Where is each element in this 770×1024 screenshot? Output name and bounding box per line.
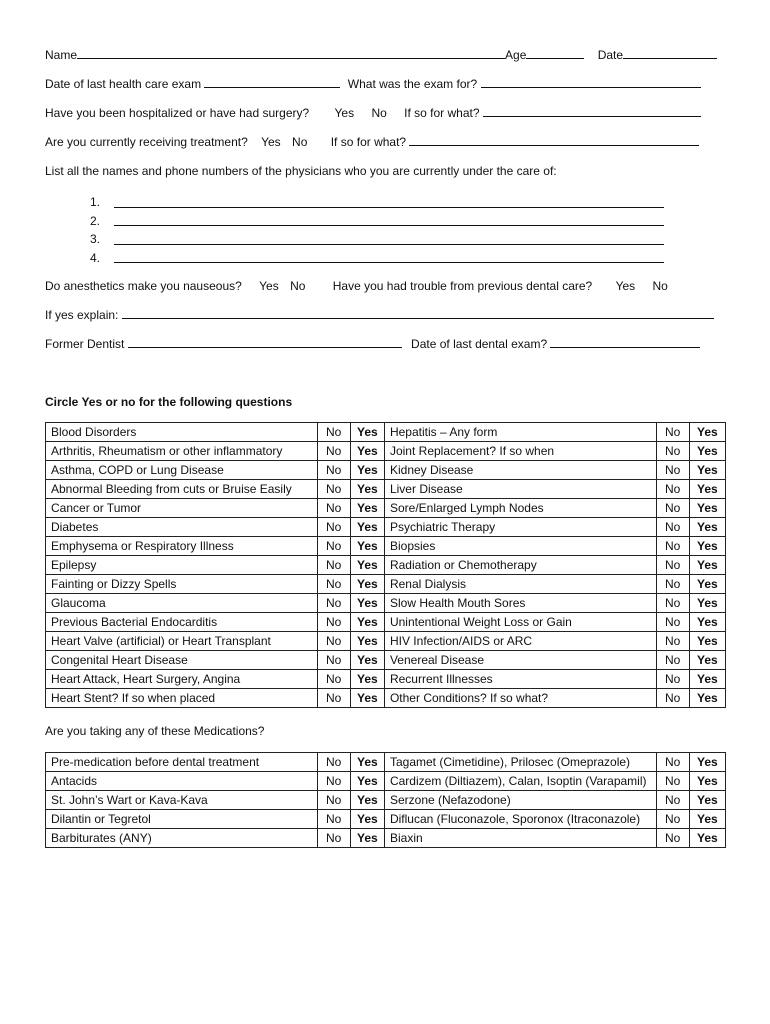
treatment-question: Are you currently receiving treatment? [45,135,248,149]
treatment-follow-label: If so for what? [330,135,407,149]
table-row [46,461,726,480]
table-row [46,442,726,461]
no-option[interactable]: No [317,632,350,651]
no-option[interactable]: No [656,594,689,613]
yes-option[interactable]: Yes [350,810,384,829]
last-dental-exam-field[interactable] [550,337,700,348]
explain-field[interactable] [122,308,714,319]
no-option[interactable]: No [656,753,689,772]
condition-label: Abnormal Bleeding from cuts or Bruise Easily [46,480,318,499]
condition-label: Other Conditions? If so what? [384,689,656,708]
list-item [90,230,664,249]
no-option[interactable]: No [317,670,350,689]
no-option[interactable]: No [317,556,350,575]
medication-label: Pre-medication before dental treatment [46,753,318,772]
yes-option[interactable]: Yes [689,518,725,537]
yes-option[interactable]: Yes [350,632,384,651]
no-option[interactable]: No [656,772,689,791]
medication-label: Dilantin or Tegretol [46,810,318,829]
condition-label: Previous Bacterial Endocarditis [46,613,318,632]
condition-label: Heart Valve (artificial) or Heart Transplant [46,632,318,651]
table-row [46,613,726,632]
table-row [46,537,726,556]
yes-option[interactable]: Yes [689,499,725,518]
no-option[interactable]: No [317,772,350,791]
hospitalized-follow-field[interactable] [483,106,701,117]
condition-label: Congenital Heart Disease [46,651,318,670]
treatment-yes-option[interactable]: Yes [261,135,281,149]
no-option[interactable]: No [317,480,350,499]
condition-label: Glaucoma [46,594,318,613]
no-option[interactable]: No [656,829,689,848]
yes-option[interactable]: Yes [350,791,384,810]
table-row [46,810,726,829]
list-number: 1. [90,195,101,210]
list-number: 3. [90,232,101,247]
table-row [46,480,726,499]
list-number: 2. [90,213,101,228]
yes-option[interactable]: Yes [689,670,725,689]
condition-label: HIV Infection/AIDS or ARC [384,632,656,651]
no-option[interactable]: No [317,594,350,613]
condition-label: Sore/Enlarged Lymph Nodes [384,499,656,518]
yes-option[interactable]: Yes [350,556,384,575]
no-option[interactable]: No [317,791,350,810]
no-option[interactable]: No [656,442,689,461]
hospitalized-question: Have you been hospitalized or have had surgery? [45,106,310,120]
conditions-heading: Circle Yes or no for the following questions [45,395,293,409]
age-field[interactable] [526,48,584,59]
no-option[interactable]: No [317,753,350,772]
medication-label: Barbiturates (ANY) [46,829,318,848]
condition-label: Venereal Disease [384,651,656,670]
yes-option[interactable]: Yes [689,810,725,829]
yes-option[interactable]: Yes [689,537,725,556]
age-label: Age [505,48,527,62]
condition-label: Recurrent Illnesses [384,670,656,689]
physician-field[interactable] [114,197,664,208]
condition-label: Joint Replacement? If so when [384,442,656,461]
yes-option[interactable]: Yes [689,575,725,594]
yes-option[interactable]: Yes [689,632,725,651]
no-option[interactable]: No [317,518,350,537]
health-exam-row [45,77,701,91]
explain-row [45,308,714,322]
no-option[interactable]: No [656,810,689,829]
yes-option[interactable]: Yes [350,753,384,772]
no-option[interactable]: No [317,689,350,708]
dental-trouble-question: Have you had trouble from previous dental care? [332,279,593,293]
yes-option[interactable]: Yes [689,613,725,632]
table-row [46,670,726,689]
yes-option[interactable]: Yes [689,461,725,480]
no-option[interactable]: No [656,575,689,594]
no-option[interactable]: No [317,461,350,480]
list-item [90,212,664,231]
no-option[interactable]: No [656,461,689,480]
condition-label: Liver Disease [384,480,656,499]
no-option[interactable]: No [656,670,689,689]
no-option[interactable]: No [317,537,350,556]
no-option[interactable]: No [317,829,350,848]
anesthetics-question: Do anesthetics make you nauseous? [45,279,242,293]
no-option[interactable]: No [656,499,689,518]
physician-field[interactable] [114,215,664,226]
yes-option[interactable]: Yes [689,442,725,461]
yes-option[interactable]: Yes [350,480,384,499]
table-row [46,499,726,518]
condition-label: Epilepsy [46,556,318,575]
condition-label: Asthma, COPD or Lung Disease [46,461,318,480]
name-label: Name [45,48,78,62]
name-age-date-row [45,48,717,62]
no-option[interactable]: No [317,442,350,461]
physicians-prompt: List all the names and phone numbers of the physicians who you are currently under the care of: [45,164,557,178]
no-option[interactable]: No [317,613,350,632]
condition-label: Emphysema or Respiratory Illness [46,537,318,556]
yes-option[interactable]: Yes [350,651,384,670]
table-row [46,651,726,670]
table-row [46,518,726,537]
date-label: Date [597,48,624,62]
condition-label: Arthritis, Rheumatism or other inflammatory [46,442,318,461]
date-field[interactable] [623,48,717,59]
yes-option[interactable]: Yes [350,423,384,442]
yes-option[interactable]: Yes [350,499,384,518]
condition-label: Heart Attack, Heart Surgery, Angina [46,670,318,689]
list-item [90,193,664,212]
table-row [46,575,726,594]
exam-for-label: What was the exam for? [347,77,478,91]
medication-label: Cardizem (Diltiazem), Calan, Isoptin (Varapamil) [384,772,656,791]
no-option[interactable]: No [656,537,689,556]
no-option[interactable]: No [656,689,689,708]
medication-label: Diflucan (Fluconazole, Sporonox (Itraconazole) [384,810,656,829]
physician-field[interactable] [114,252,664,263]
dental-trouble-yes-option[interactable]: Yes [615,279,636,293]
last-dental-exam-label: Date of last dental exam? [411,337,548,351]
medication-label: St. John’s Wart or Kava-Kava [46,791,318,810]
treatment-follow-field[interactable] [409,135,699,146]
medications-table [45,752,726,848]
no-option[interactable]: No [656,423,689,442]
medications-heading: Are you taking any of these Medications? [45,724,265,738]
condition-label: Heart Stent? If so when placed [46,689,318,708]
no-option[interactable]: No [317,423,350,442]
anesthetics-no-option[interactable]: No [290,279,306,293]
table-row [46,791,726,810]
no-option[interactable]: No [317,575,350,594]
yes-option[interactable]: Yes [350,613,384,632]
condition-label: Biopsies [384,537,656,556]
last-exam-field[interactable] [204,77,340,88]
condition-label: Psychiatric Therapy [384,518,656,537]
yes-option[interactable]: Yes [689,753,725,772]
no-option[interactable]: No [656,632,689,651]
list-number: 4. [90,250,101,265]
condition-label: Unintentional Weight Loss or Gain [384,613,656,632]
table-row [46,632,726,651]
condition-label: Renal Dialysis [384,575,656,594]
former-dentist-field[interactable] [128,337,402,348]
hospitalized-follow-label: If so for what? [404,106,480,120]
condition-label: Slow Health Mouth Sores [384,594,656,613]
table-row [46,753,726,772]
physicians-list [90,193,664,267]
table-row [46,772,726,791]
anesthetics-yes-option[interactable]: Yes [259,279,279,293]
hospitalized-no-option[interactable]: No [371,106,387,120]
list-item [90,249,664,268]
yes-option[interactable]: Yes [689,651,725,670]
table-row [46,556,726,575]
yes-option[interactable]: Yes [689,423,725,442]
no-option[interactable]: No [317,651,350,670]
treatment-no-option[interactable]: No [292,135,308,149]
condition-label: Diabetes [46,518,318,537]
yes-option[interactable]: Yes [350,461,384,480]
no-option[interactable]: No [656,651,689,670]
yes-option[interactable]: Yes [350,772,384,791]
yes-option[interactable]: Yes [350,594,384,613]
yes-option[interactable]: Yes [350,575,384,594]
condition-label: Fainting or Dizzy Spells [46,575,318,594]
yes-option[interactable]: Yes [689,480,725,499]
no-option[interactable]: No [317,810,350,829]
exam-for-field[interactable] [481,77,701,88]
table-row [46,689,726,708]
yes-option[interactable]: Yes [689,594,725,613]
yes-option[interactable]: Yes [350,670,384,689]
medication-label: Serzone (Nefazodone) [384,791,656,810]
no-option[interactable]: No [656,480,689,499]
condition-label: Blood Disorders [46,423,318,442]
anesthetics-row [45,279,668,293]
medication-label: Biaxin [384,829,656,848]
table-row [46,829,726,848]
yes-option[interactable]: Yes [350,829,384,848]
yes-option[interactable]: Yes [689,791,725,810]
no-option[interactable]: No [656,791,689,810]
no-option[interactable]: No [656,518,689,537]
yes-option[interactable]: Yes [350,689,384,708]
former-dentist-row [45,337,700,351]
hospitalized-row [45,106,701,120]
table-row [46,423,726,442]
no-option[interactable]: No [656,556,689,575]
explain-label: If yes explain: [45,308,119,322]
yes-option[interactable]: Yes [350,442,384,461]
no-option[interactable]: No [317,499,350,518]
treatment-row [45,135,699,149]
former-dentist-label: Former Dentist [45,337,125,351]
hospitalized-yes-option[interactable]: Yes [334,106,355,120]
no-option[interactable]: No [656,613,689,632]
last-exam-label: Date of last health care exam [45,77,202,91]
conditions-table [45,422,726,708]
condition-label: Kidney Disease [384,461,656,480]
table-row [46,594,726,613]
yes-option[interactable]: Yes [350,518,384,537]
condition-label: Hepatitis – Any form [384,423,656,442]
condition-label: Radiation or Chemotherapy [384,556,656,575]
name-field[interactable] [77,48,505,59]
yes-option[interactable]: Yes [689,556,725,575]
physician-field[interactable] [114,234,664,245]
yes-option[interactable]: Yes [689,829,725,848]
yes-option[interactable]: Yes [689,772,725,791]
condition-label: Cancer or Tumor [46,499,318,518]
medication-label: Tagamet (Cimetidine), Prilosec (Omeprazole) [384,753,656,772]
medication-label: Antacids [46,772,318,791]
dental-trouble-no-option[interactable]: No [652,279,668,293]
yes-option[interactable]: Yes [350,537,384,556]
yes-option[interactable]: Yes [689,689,725,708]
